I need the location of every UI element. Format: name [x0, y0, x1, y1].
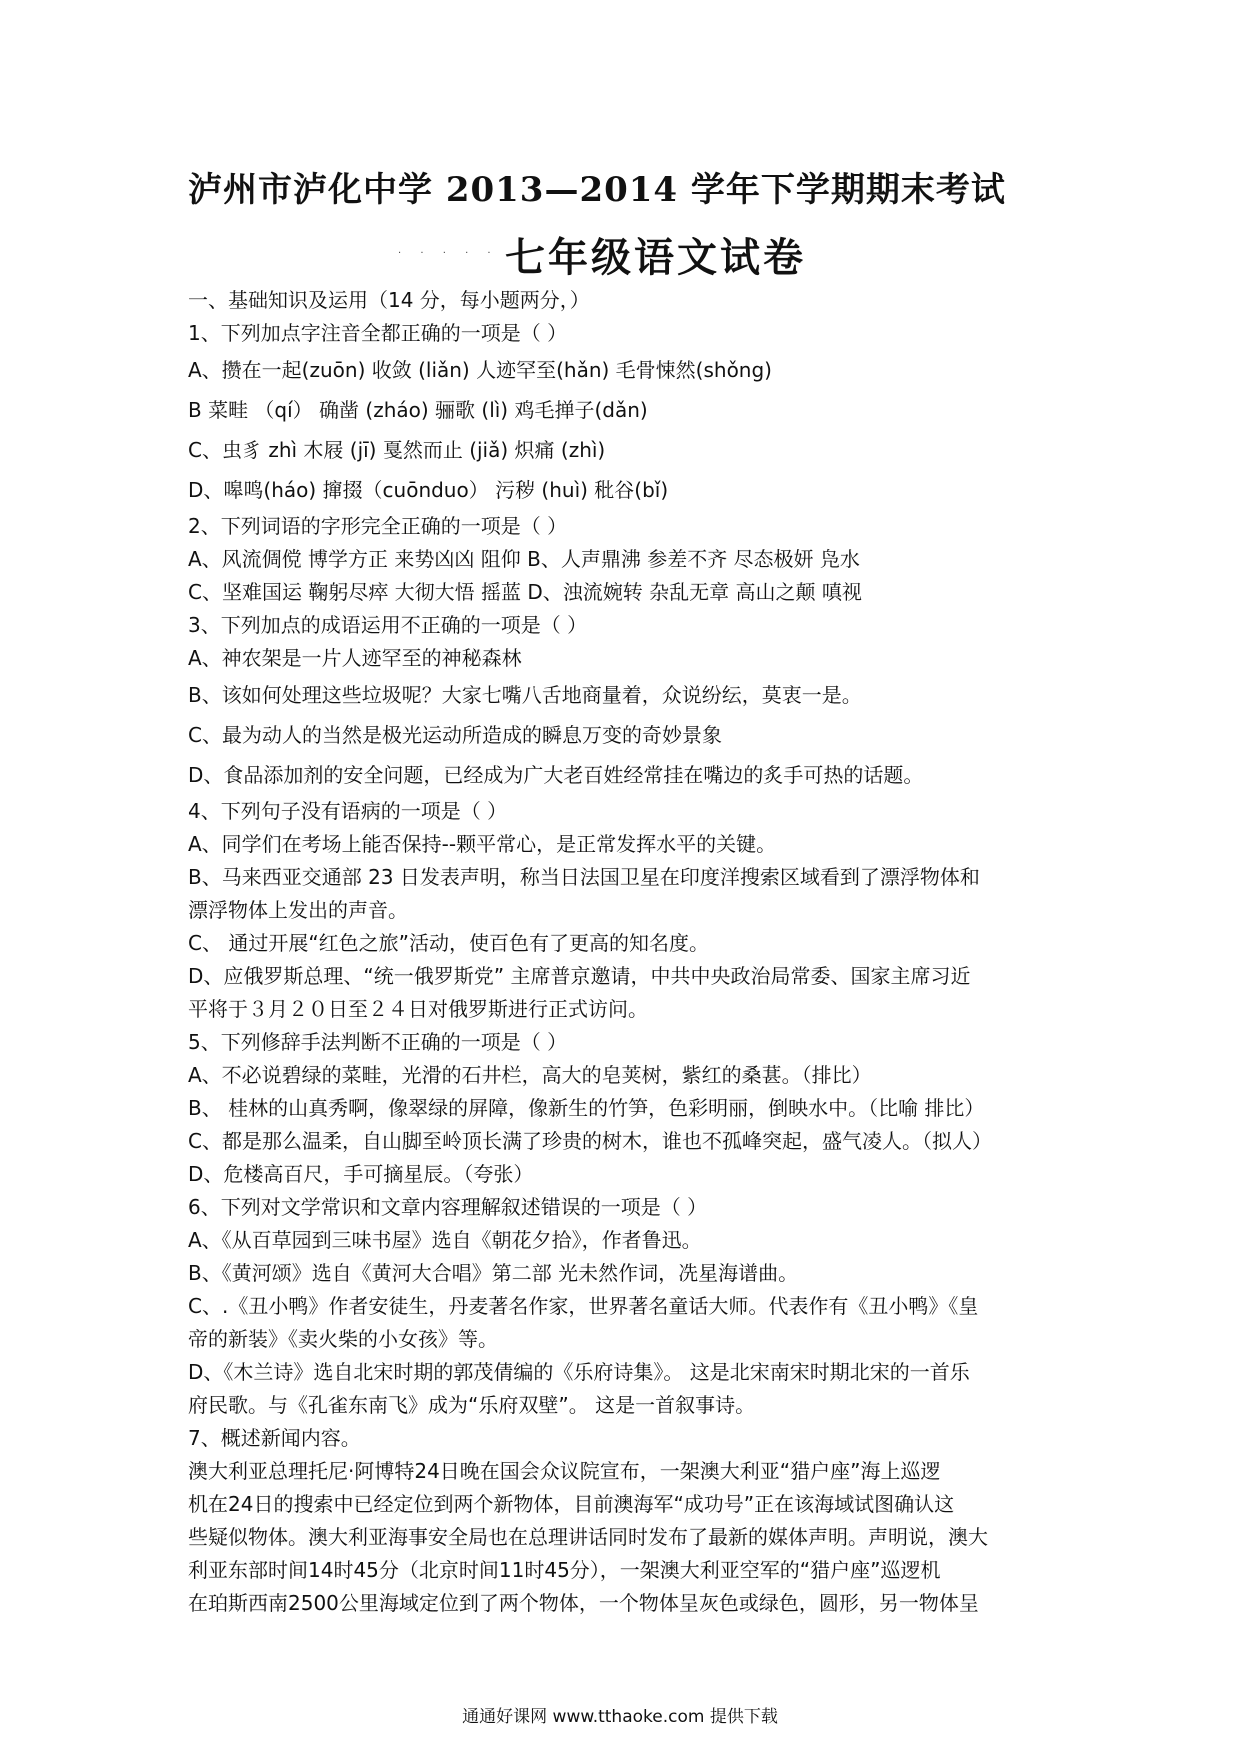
text-line: D、危楼高百尺，手可摘星辰。（夸张） [188, 1162, 534, 1186]
text-line: 7、概述新闻内容。 [188, 1426, 361, 1450]
text-line: C、 通过开展“红色之旅”活动，使百色有了更高的知名度。 [188, 931, 710, 955]
emphasis-dots: · · · · · [398, 248, 499, 259]
text-line: C、虫豸 zhì 木屐 (jī) 戛然而止 (jiǎ) 炽痛 (zhì) [188, 438, 606, 462]
text-line: 漂浮物体上发出的声音。 [188, 898, 408, 922]
text-line: D、嗥鸣(háo) 撺掇（cuōnduo） 污秽 (huì) 秕谷(bǐ) [188, 478, 669, 502]
text-line: A、同学们在考场上能否保持--颗平常心，是正常发挥水平的关键。 [188, 832, 777, 856]
text-line: 澳大利亚总理托尼·阿博特24日晚在国会众议院宣布，一架澳大利亚“猎户座”海上巡逻 [188, 1459, 941, 1483]
text-line: 利亚东部时间14时45分（北京时间11时45分），一架澳大利亚空军的“猎户座”巡逻机 [188, 1558, 941, 1582]
text-line: A、不必说碧绿的菜畦，光滑的石井栏，高大的皂荚树，紫红的桑葚。（排比） [188, 1063, 872, 1087]
text-line: D、食品添加剂的安全问题，已经成为广大老百姓经常挂在嘴边的炙手可热的话题。 [188, 763, 924, 787]
text-line: C、都是那么温柔，自山脚至岭顶长满了珍贵的树木，谁也不孤峰突起，盛气凌人。（拟人） [188, 1129, 992, 1153]
text-line: 帝的新装》《卖火柴的小女孩》等。 [188, 1327, 498, 1351]
text-line: A、神农架是一片人迹罕至的神秘森林 [188, 646, 522, 670]
text-line: C、最为动人的当然是极光运动所造成的瞬息万变的奇妙景象 [188, 723, 722, 747]
text-line: 2、下列词语的字形完全正确的一项是（ ） [188, 514, 568, 538]
text-line: 4、下列句子没有语病的一项是（ ） [188, 799, 508, 823]
exam-title: 泸州市泸化中学 2013—2014 学年下学期期末考试 [188, 170, 1006, 210]
text-line: 一、基础知识及运用（14 分，每小题两分，） [188, 288, 590, 312]
text-line: C、.《丑小鸭》作者安徒生，丹麦著名作家，世界著名童话大师。代表作有《丑小鸭》《皇 [188, 1294, 979, 1318]
text-line: 1、下列加点字注音全都正确的一项是（ ） [188, 321, 568, 345]
text-line: 在珀斯西南2500公里海域定位到了两个物体，一个物体呈灰色或绿色，圆形，另一物体呈 [188, 1591, 979, 1615]
text-line: 些疑似物体。澳大利亚海事安全局也在总理讲话同时发布了最新的媒体声明。声明说，澳大 [188, 1525, 988, 1549]
text-line: 平将于３月２０日至２４日对俄罗斯进行正式访问。 [188, 997, 648, 1021]
text-line: D、《木兰诗》选自北宋时期的郭茂倩编的《乐府诗集》。 这是北宋南宋时期北宋的一首乐 [188, 1360, 970, 1384]
text-line: B、《黄河颂》选自《黄河大合唱》第二部 光未然作词，冼星海谱曲。 [188, 1261, 799, 1285]
exam-subtitle: 七年级语文试卷 [505, 234, 806, 281]
text-line: C、坚难国运 鞠躬尽瘁 大彻大悟 摇蓝 D、浊流婉转 杂乱无章 高山之颠 嗔视 [188, 580, 862, 604]
text-line: A、《从百草园到三味书屋》选自《朝花夕拾》，作者鲁迅。 [188, 1228, 702, 1252]
text-line: 5、下列修辞手法判断不正确的一项是（ ） [188, 1030, 568, 1054]
text-line: A、风流倜傥 博学方正 来势凶凶 阻仰 B、人声鼎沸 参差不齐 尽态极妍 凫水 [188, 547, 860, 571]
exam-body [188, 284, 1058, 1620]
text-line: 6、下列对文学常识和文章内容理解叙述错误的一项是（ ） [188, 1195, 708, 1219]
text-line: A、攒在一起(zuōn) 收敛 (liǎn) 人迹罕至(hǎn) 毛骨悚然(shǒng) [188, 358, 772, 382]
footer-source: 通通好课网 www.tthaoke.com 提供下载 [462, 1707, 778, 1727]
text-line: B、该如何处理这些垃圾呢？大家七嘴八舌地商量着，众说纷纭，莫衷一是。 [188, 683, 862, 707]
text-line: D、应俄罗斯总理、“统一俄罗斯党” 主席普京邀请，中共中央政治局常委、国家主席习近 [188, 964, 971, 988]
text-line: 机在24日的搜索中已经定位到两个新物体，目前澳海军“成功号”正在该海域试图确认这 [188, 1492, 955, 1516]
text-line: B、马来西亚交通部 23 日发表声明，称当日法国卫星在印度洋搜索区域看到了漂浮物体和 [188, 865, 980, 889]
text-line: B 菜畦 （qí） 确凿 (zháo) 骊歌 (lì) 鸡毛掸子(dǎn) [188, 398, 648, 422]
text-line: 府民歌。与《孔雀东南飞》成为“乐府双壁”。 这是一首叙事诗。 [188, 1393, 756, 1417]
text-line: 3、下列加点的成语运用不正确的一项是（ ） [188, 613, 588, 637]
text-line: B、 桂林的山真秀啊，像翠绿的屏障，像新生的竹笋，色彩明丽，倒映水中。（比喻 排比） [188, 1096, 985, 1120]
